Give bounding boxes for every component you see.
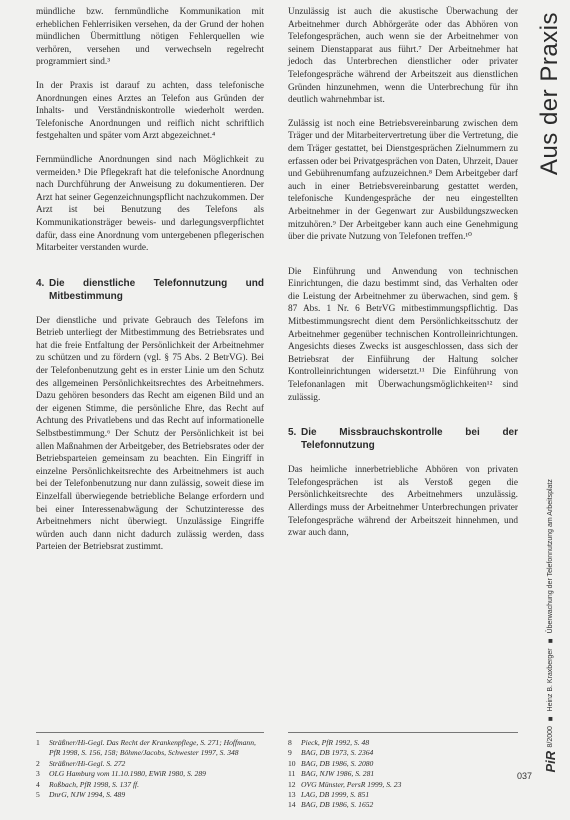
section-side-title: Aus der Praxis — [536, 12, 563, 176]
footnote: 12 OVG Münster, PersR 1999, S. 23 — [288, 779, 402, 789]
section-heading-4 — [36, 277, 264, 303]
body-paragraph: Die Einführung und Anwendung von technischen Einrichtungen, die dazu bestimmt sind, das Verhalten oder die Leistung der Arbeitnehmer zu überwachen, sind gem. § 87 Abs. 1 Nr. 6 BetrVG mitbestimmungspflichtig. Das Mitbestimmungsrecht dient dem Persönlichkeitsschutz der Arbeitnehmer gegenüber technischen Kontrolleinrichtungen. Angesichts dieses Zwecks ist ausgeschlossen, dass sich der Betriebsrat der Einführung der Haltung solcher Kontrolleinrichtungen widersetzt.¹¹ Die Einführung von Telefonanlagen mit Überwachungsmöglichkeiten¹² sind zulässig. — [288, 266, 518, 403]
left-column — [36, 6, 264, 565]
body-paragraph: Das heimliche innerbetriebliche Abhören von privaten Telefongesprächen ist als Verstoß gegen die Persönlichkeitsrechte des Arbeitnehmers unzulässig. Allerdings muss der Arbeitnehmer Unterbrechungen privater Telefongespräche während der Arbeitszeit hinnehmen, und zwar auch dann, — [288, 465, 518, 539]
section-title: Die Missbrauchskontrolle bei der Telefonnutzung — [301, 427, 518, 452]
footnotes-left — [36, 738, 264, 800]
footnote-divider — [36, 732, 264, 733]
footnote: 10 BAG, DB 1986, S. 2080 — [288, 758, 374, 768]
body-paragraph: In der Praxis ist darauf zu achten, dass telefonische Anordnungen eines Arztes an Telefon aus Gründen der Inhalts- und Verständniskontrolle wiederholt werden. Telefonische Anordnungen und reiflich nicht schriftlich festgehalten und später vom Arzt abgezeichnet.⁴ — [36, 80, 264, 142]
footnote: 9 BAG, DB 1973, S. 2364 — [288, 748, 374, 758]
section-title: Die dienstliche Telefonnutzung und Mitbestimmung — [49, 277, 264, 302]
section-heading-5 — [288, 426, 518, 452]
footnote: 4 Roßbach, PfR 1998, S. 137 ff. — [36, 779, 140, 789]
right-column — [288, 6, 518, 551]
separator-square: ■ — [546, 713, 555, 723]
page-number: 037 — [517, 771, 533, 781]
article-title: Überwachung der Telefonnutzung am Arbeitsplatz — [547, 478, 554, 633]
body-paragraph: mündliche bzw. fernmündliche Kommunikation mit erheblichen Fehlerrisiken versehen, da der Grund der hohen mündlichen Übermittlung nötigen Fehlerquellen wie verhören, versehen und verwechseln regelrecht programmiert sind.³ — [36, 7, 264, 68]
footnotes-right — [288, 738, 488, 811]
body-paragraph: Zulässig ist noch eine Betriebsvereinbarung zwischen dem Träger und der Mitarbeitervertretung über die Vertretung, die dem Träger gestattet, bei Dienstgesprächen Zielnummern zu erfassen oder bei Privatgesprächen von Daten, Uhrzeit, Dauer und Gebührenumfang aufzuzeichnen.⁸ Dem Arbeitgeber darf auch in einer Betriebsvereinbarung gestattet werden, telefonische Kundengespräche der neu eingestellten Arbeitnehmer in der Gegenwart zur Ausbildungszwecken mitzuhören.⁹ Der Arbeitgeber kann auch eine Genehmigung über die private Nutzung von Telefonen treffen.¹⁰ — [288, 118, 519, 243]
section-number: 4. — [36, 277, 45, 289]
issue-number: 8/2000 — [547, 725, 554, 748]
footnote: 1 Sträßner/Hi-Gegl. Das Recht der Krankenpflege, S. 271; Hoffmann, PfR 1998, S. 156, 158; Böhme/Jacobs, Schwester 1997, S. 348 — [36, 738, 256, 758]
footnote: 11 BAG, NJW 1986, S. 281 — [288, 769, 375, 779]
journal-logo: PiR — [543, 750, 558, 772]
running-footer — [543, 479, 558, 772]
footnote-divider — [288, 732, 518, 733]
footnote: 3 OLG Hamburg vom 11.10.1980, EWiR 1980, S. 289 — [36, 769, 206, 779]
author-name: Heinz B. Kraxberger — [547, 647, 554, 711]
footnote: 14 BAG, DB 1986, S. 1652 — [288, 800, 374, 810]
footnote: 13 LAG, DB 1999, S. 851 — [288, 790, 370, 800]
section-number: 5. — [288, 427, 297, 439]
body-paragraph: Fernmündliche Anordnungen sind nach Möglichkeit zu vermeiden.⁵ Die Pflegekraft hat die telefonische Anordnung nach Durchführung der Anweisung zu dokumentieren. Der Arzt hat seiner Gegenzeichnungspflicht nachzukommen. Der Arzt ist bei Benutzung des Telefons als Kommunikationsträger beweis- und darlegungsverpflichtet dafür, dass eine Anordnung vom untergebenen pflegerischen Mitarbeiter verstanden wurde. — [36, 154, 264, 254]
body-paragraph: Unzulässig ist auch die akustische Überwachung der Arbeitnehmer durch Abhörgeräte oder das Abhören von Telefongesprächen, auch wenn sie der Arbeitnehmer von seinem Dienstapparat aus führt.⁷ Der Arbeitnehmer hat jedoch das Unterbrechen dienstlicher oder privater Telefongespräche während der Arbeitszeit aus dienstlichen Gründen hinzunehmen, wenn die Unterbrechung für ihn deutlich wahrnehmbar ist. — [288, 7, 518, 106]
body-paragraph: Der dienstliche und private Gebrauch des Telefons im Betrieb unterliegt der Mitbestimmung des Betriebsrates und hat die freie Entfaltung der Persönlichkeit der Arbeitnehmer zu schützen und zu fördern (vgl. § 75 Abs. 2 BetrVG). Bei der Telefonbenutzung geht es in erster Linie um den Schutz des allgemeinen Persönlichkeitsrechtes des Arbeitnehmers. Dazu gehören besonders das Recht am eigenen Bild und an der eigenen Stimme, die persönliche Ehre, das Recht auf Achtung des Privatlebens und das Recht auf informationelle Selbstbestimmung.⁶ Der Schutz der Persönlichkeit ist bei allen Maßnahmen der Arbeitgeber, des Betriebsrates oder der Betriebsparteien gemeinsam zu beachten. Ein Eingriff in einzelne Persönlichkeitsrechte des Arbeitnehmers ist auch bei der Telefonbenutzung nur dann zulässig, soweit diese im Einzelfall überwiegende betriebliche Belange erfordern und bei einer Interessenabwägung der Schutzinteresse des Arbeitnehmers nicht überwiegt. Unzulässige Eingriffe würden auch dann nicht dadurch zulässig werden, dass Parteien der Betriebsrat zustimmt. — [36, 315, 264, 553]
footnote: 2 Sträßner/Hi-Gegl. S. 272 — [36, 758, 126, 768]
separator-square: ■ — [546, 635, 555, 645]
footnote: 5 DnrG, NJW 1994, S. 489 — [36, 790, 126, 800]
footnote: 8 Pieck, PfR 1992, S. 48 — [288, 738, 370, 747]
